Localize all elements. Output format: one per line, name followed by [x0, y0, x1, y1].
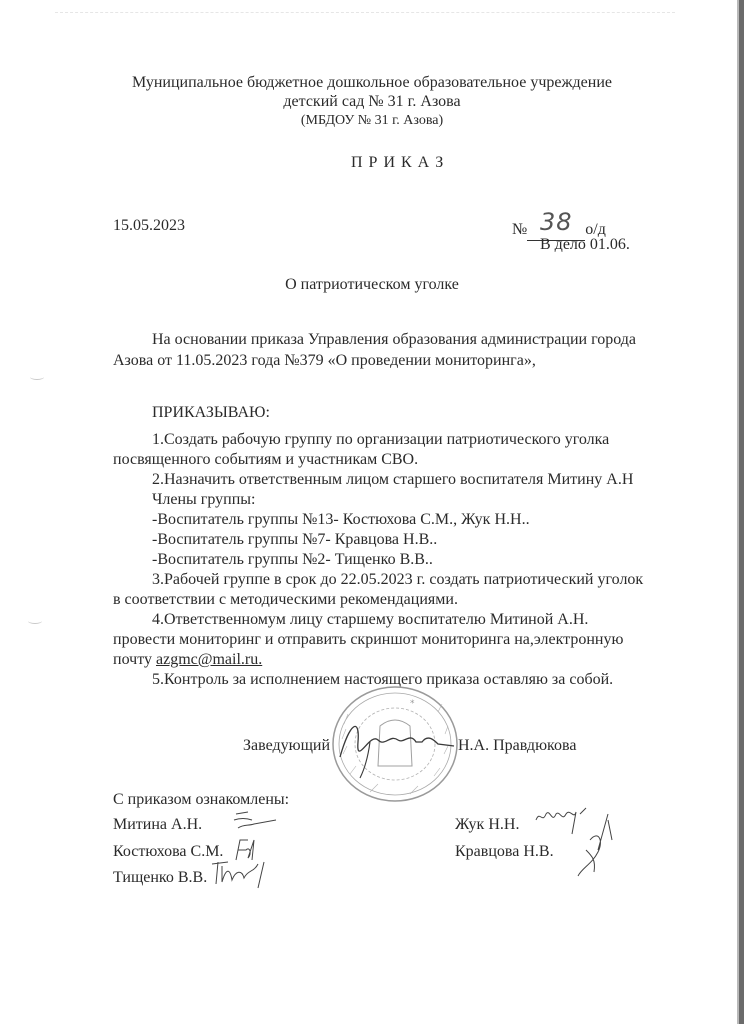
- item-2-line2: Члены группы:: [152, 491, 256, 508]
- scan-speck: [30, 374, 44, 380]
- signature-mitina: [230, 806, 280, 836]
- item-2-line1: 2.Назначить ответственным лицом старшего воспитателя Митину А.Н: [152, 471, 634, 488]
- item-3-line2: в соответствии с методическими рекомендациями.: [113, 591, 458, 608]
- item-4-line2: провести мониторинг и отправить скриншот мониторинга на,электронную: [113, 631, 624, 648]
- email-prefix: почту: [113, 651, 156, 668]
- group-member-3: -Воспитатель группы №2- Тищенко В.В..: [152, 551, 433, 568]
- org-name-line2: детский сад № 31 г. Азова: [283, 93, 461, 110]
- number-suffix: о/д: [585, 221, 606, 238]
- scan-edge: [739, 0, 744, 1024]
- acknowledged-title: С приказом ознакомлены:: [113, 791, 290, 808]
- signature-kravtsova: [568, 810, 618, 880]
- doc-type-title: П Р И К А З: [351, 154, 445, 171]
- order-number-value: 38: [539, 208, 573, 236]
- director-signature: [330, 712, 460, 782]
- number-prefix: №: [512, 221, 528, 238]
- item-3-line1: 3.Рабочей группе в срок до 22.05.2023 г. создать патриотический уголок: [152, 571, 644, 588]
- group-member-1: -Воспитатель группы №13- Костюхова С.М., Жук Н.Н..: [152, 511, 530, 528]
- signatory-position: Заведующий: [243, 737, 331, 754]
- item-1-line1: 1.Создать рабочую группу по организации патриотического уголка: [152, 431, 610, 448]
- ack-name-2: Костюхова С.М.: [113, 843, 224, 860]
- preamble-line1: На основании приказа Управления образования администрации города: [152, 331, 637, 348]
- order-subject: О патриотическом уголке: [285, 276, 459, 293]
- org-name-line1: Муниципальное бюджетное дошкольное образовательное учреждение: [132, 74, 612, 91]
- preamble-line2: Азова от 11.05.2023 года №379 «О проведении мониторинга»,: [113, 352, 536, 369]
- order-date: 15.05.2023: [113, 217, 185, 234]
- filed-note: В дело 01.06.: [540, 236, 630, 253]
- ack-name-5: Кравцова Н.В.: [455, 843, 554, 860]
- scan-artifact: [55, 12, 675, 13]
- item-1-line2: посвященного событиям и участникам СВО.: [113, 451, 419, 468]
- order-word: ПРИКАЗЫВАЮ:: [152, 404, 270, 421]
- org-short-name: (МБДОУ № 31 г. Азова): [300, 113, 444, 128]
- item-4-line3: [113, 651, 262, 669]
- svg-text:*: *: [410, 699, 415, 709]
- email-link[interactable]: azgmc@mail.ru.: [155, 651, 263, 668]
- scan-speck: [28, 618, 42, 624]
- ack-name-4: Жук Н.Н.: [455, 816, 520, 833]
- signature-tishchenko: [208, 858, 278, 890]
- item-5: 5.Контроль за исполнением настоящего приказа оставляю за собой.: [152, 671, 614, 688]
- ack-name-1: Митина А.Н.: [113, 816, 203, 833]
- signatory-name: Н.А. Правдюкова: [458, 737, 577, 754]
- group-member-2: -Воспитатель группы №7- Кравцова Н.В..: [152, 531, 438, 548]
- item-4-line1: 4.Ответственномум лицу старшему воспитателю Митиной А.Н.: [152, 611, 589, 628]
- ack-name-3: Тищенко В.В.: [113, 869, 208, 886]
